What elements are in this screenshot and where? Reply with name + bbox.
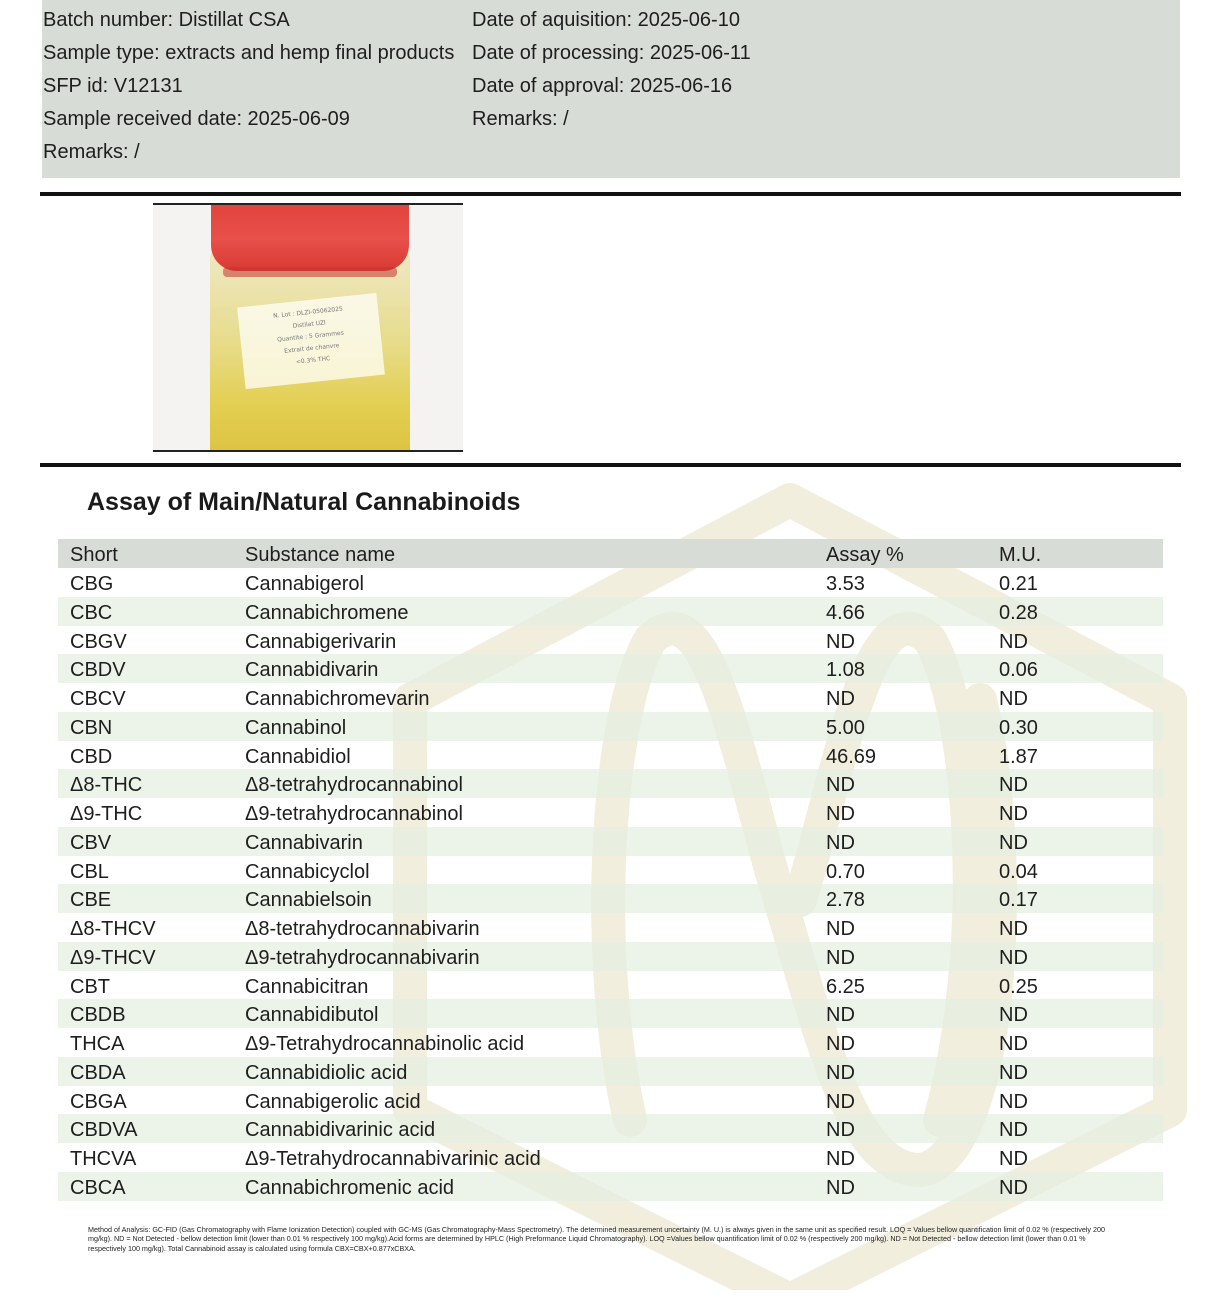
substance-name-cell: Cannabigerolic acid — [245, 1090, 421, 1113]
assay-cell: ND — [826, 1061, 855, 1084]
mu-cell: 0.17 — [999, 889, 1038, 912]
date-of-approval: Date of approval: 2025-06-16 — [472, 75, 733, 97]
short-cell: Δ8-THC — [70, 774, 143, 797]
substance-name-cell: Cannabielsoin — [245, 889, 372, 912]
substance-name-cell: Cannabichromene — [245, 601, 409, 624]
date-of-processing: Date of processing: 2025-06-11 — [472, 42, 751, 64]
assay-cell: ND — [826, 1176, 855, 1199]
mu-cell: 0.30 — [999, 716, 1038, 739]
jar-cap — [211, 203, 409, 271]
header-short: Short — [70, 544, 118, 566]
short-cell: Δ8-THCV — [70, 918, 156, 940]
assay-cell: ND — [826, 774, 855, 797]
table-row — [58, 798, 1163, 827]
substance-name-cell: Δ9-Tetrahydrocannabinolic acid — [245, 1033, 525, 1055]
assay-cell: ND — [826, 1119, 855, 1142]
table-row — [58, 741, 1163, 770]
table-row — [58, 1172, 1163, 1201]
header-mu: M.U. — [999, 544, 1042, 566]
short-cell: CBC — [70, 601, 113, 624]
substance-name-cell: Cannabidibutol — [245, 1004, 379, 1027]
assay-cell: ND — [826, 918, 855, 940]
assay-cell: 0.70 — [826, 860, 865, 883]
mu-cell: ND — [999, 688, 1028, 710]
short-cell: CBN — [70, 716, 113, 739]
table-row — [58, 597, 1163, 626]
table-row — [58, 971, 1163, 1000]
substance-name-cell: Cannabichromenic acid — [245, 1176, 455, 1199]
table-row — [58, 712, 1163, 741]
jar-label-line: Extrait de chanvre — [283, 342, 340, 355]
cannabinoid-table — [58, 539, 1163, 1201]
short-cell: THCA — [70, 1033, 125, 1055]
short-cell: CBE — [70, 889, 112, 912]
substance-name-cell: Cannabidivarinic acid — [245, 1119, 436, 1142]
table-row — [58, 1114, 1163, 1143]
substance-name-cell: Cannabigerivarin — [245, 630, 397, 653]
table-row — [58, 1057, 1163, 1086]
mu-cell: ND — [999, 803, 1028, 825]
assay-cell: ND — [826, 1033, 855, 1055]
table-row — [58, 568, 1163, 597]
assay-cell: 1.08 — [826, 659, 865, 682]
substance-name-cell: Cannabinol — [245, 716, 347, 739]
short-cell: CBDA — [70, 1061, 126, 1084]
assay-cell: 46.69 — [826, 745, 877, 768]
sfp-id: SFP id: V12131 — [43, 75, 183, 97]
assay-cell: 5.00 — [826, 716, 865, 739]
assay-cell: ND — [826, 1090, 855, 1113]
date-of-aquisition: Date of aquisition: 2025-06-10 — [472, 9, 740, 31]
mu-cell: ND — [999, 1061, 1028, 1084]
jar-label-line: Distilat UZI — [292, 319, 327, 330]
short-cell: CBDV — [70, 659, 126, 682]
assay-cell: 2.78 — [826, 889, 865, 912]
mu-cell: 0.25 — [999, 975, 1038, 998]
sample-received-date: Sample received date: 2025-06-09 — [43, 108, 350, 130]
assay-cell: ND — [826, 688, 855, 710]
table-row — [58, 884, 1163, 913]
table-row — [58, 654, 1163, 683]
sample-info-panel — [42, 0, 1180, 178]
mu-cell: ND — [999, 630, 1028, 653]
mu-cell: ND — [999, 1090, 1028, 1113]
sample-info-right-column — [472, 4, 751, 136]
assay-cell: 6.25 — [826, 975, 865, 998]
mu-cell: ND — [999, 918, 1028, 940]
table-row — [58, 913, 1163, 942]
jar-label-line: <0.3% THC — [295, 355, 331, 366]
mu-cell: ND — [999, 774, 1028, 797]
short-cell: CBGA — [70, 1090, 127, 1113]
mu-cell: 0.04 — [999, 860, 1038, 883]
short-cell: CBDB — [70, 1004, 126, 1027]
divider-top — [40, 192, 1181, 196]
table-row — [58, 827, 1163, 856]
substance-name-cell: Cannabivarin — [245, 831, 363, 854]
short-cell: CBV — [70, 831, 112, 854]
table-row — [58, 1028, 1163, 1057]
assay-cell: 3.53 — [826, 573, 865, 595]
table-row — [58, 999, 1163, 1028]
table-row — [58, 769, 1163, 798]
section-title: Assay of Main/Natural Cannabinoids — [87, 488, 521, 516]
mu-cell: 0.28 — [999, 601, 1038, 624]
sample-info-left-column — [43, 4, 454, 169]
table-row — [58, 856, 1163, 885]
substance-name-cell: Δ8-tetrahydrocannabinol — [245, 774, 463, 797]
table-body — [58, 568, 1163, 1201]
jar-label-line: Quantite : 5 Grammes — [276, 329, 345, 344]
header-substance-name: Substance name — [245, 544, 396, 566]
substance-name-cell: Δ9-tetrahydrocannabivarin — [245, 946, 480, 969]
mu-cell: 0.21 — [999, 573, 1038, 595]
substance-name-cell: Cannabicyclol — [245, 860, 370, 883]
mu-cell: ND — [999, 831, 1028, 854]
assay-cell: ND — [826, 803, 855, 825]
mu-cell: ND — [999, 1119, 1028, 1142]
jar-label-line: N. Lot : DLZI-05062025 — [272, 305, 344, 320]
jar-cap-ring — [223, 267, 397, 277]
mu-cell: ND — [999, 1033, 1028, 1055]
short-cell: Δ9-THCV — [70, 946, 156, 969]
substance-name-cell: Cannabigerol — [245, 573, 364, 595]
remarks-left: Remarks: / — [43, 141, 140, 163]
short-cell: CBGV — [70, 630, 127, 653]
mu-cell: ND — [999, 1176, 1028, 1199]
table-row — [58, 626, 1163, 655]
short-cell: Δ9-THC — [70, 803, 143, 825]
substance-name-cell: Cannabidiolic acid — [245, 1061, 408, 1084]
short-cell: CBDVA — [70, 1119, 138, 1142]
table-row — [58, 1086, 1163, 1115]
mu-cell: 0.06 — [999, 659, 1038, 682]
assay-cell: ND — [826, 946, 855, 969]
assay-cell: ND — [826, 831, 855, 854]
substance-name-cell: Δ9-tetrahydrocannabinol — [245, 803, 463, 825]
table-header-row — [58, 539, 1163, 568]
method-footnote: Method of Analysis: GC-FID (Gas Chromatography with Flame Ionization Detection) coupled with GC-MS (Gas Chromatography-Mass Spectrometry). The determined measurement uncertainty (M. U.) is always given in the same unit as specified result. LOQ = Values bellow quantification limit of 0.02 % (respectively 200 mg/kg). ND = Not Detected - bellow detection limit (lower than 0.01 % respectively 100 mg/kg).Acid forms are determined by HPLC (High Preformance Liquid Chromatography). LOQ =Values bellow quantification limit of 0.02 % (respectively 200 mg/kg). ND = Not Detected - bellow detection limit (lower than 0.01 % respectively 100 mg/kg). Total Cannabinoid assay is calculated using formula CBX=CBX+0.877xCBXA. — [88, 1225, 1105, 1253]
substance-name-cell: Cannabidivarin — [245, 659, 379, 682]
mu-cell: ND — [999, 1148, 1028, 1170]
remarks-right: Remarks: / — [472, 108, 569, 130]
substance-name-cell: Cannabidiol — [245, 745, 351, 768]
mu-cell: 1.87 — [999, 745, 1038, 768]
short-cell: CBD — [70, 745, 113, 768]
table-row — [58, 683, 1163, 712]
short-cell: THCVA — [70, 1148, 137, 1170]
table-row — [58, 1143, 1163, 1172]
sample-photo — [153, 203, 463, 452]
assay-cell: 4.66 — [826, 601, 865, 624]
divider-bottom — [40, 463, 1181, 467]
assay-cell: ND — [826, 630, 855, 653]
short-cell: CBCV — [70, 688, 126, 710]
header-assay: Assay % — [826, 544, 904, 566]
assay-cell: ND — [826, 1148, 855, 1170]
jar-label — [237, 293, 385, 389]
substance-name-cell: Cannabichromevarin — [245, 688, 430, 710]
substance-name-cell: Δ9-Tetrahydrocannabivarinic acid — [245, 1148, 541, 1170]
mu-cell: ND — [999, 1004, 1028, 1027]
short-cell: CBG — [70, 573, 114, 595]
substance-name-cell: Cannabicitran — [245, 975, 369, 998]
sample-type: Sample type: extracts and hemp final products — [43, 42, 455, 64]
batch-number: Batch number: Distillat CSA — [43, 9, 290, 31]
short-cell: CBL — [70, 860, 109, 883]
assay-cell: ND — [826, 1004, 855, 1027]
substance-name-cell: Δ8-tetrahydrocannabivarin — [245, 918, 480, 940]
table-row — [58, 942, 1163, 971]
short-cell: CBT — [70, 975, 110, 998]
mu-cell: ND — [999, 946, 1028, 969]
short-cell: CBCA — [70, 1176, 126, 1199]
